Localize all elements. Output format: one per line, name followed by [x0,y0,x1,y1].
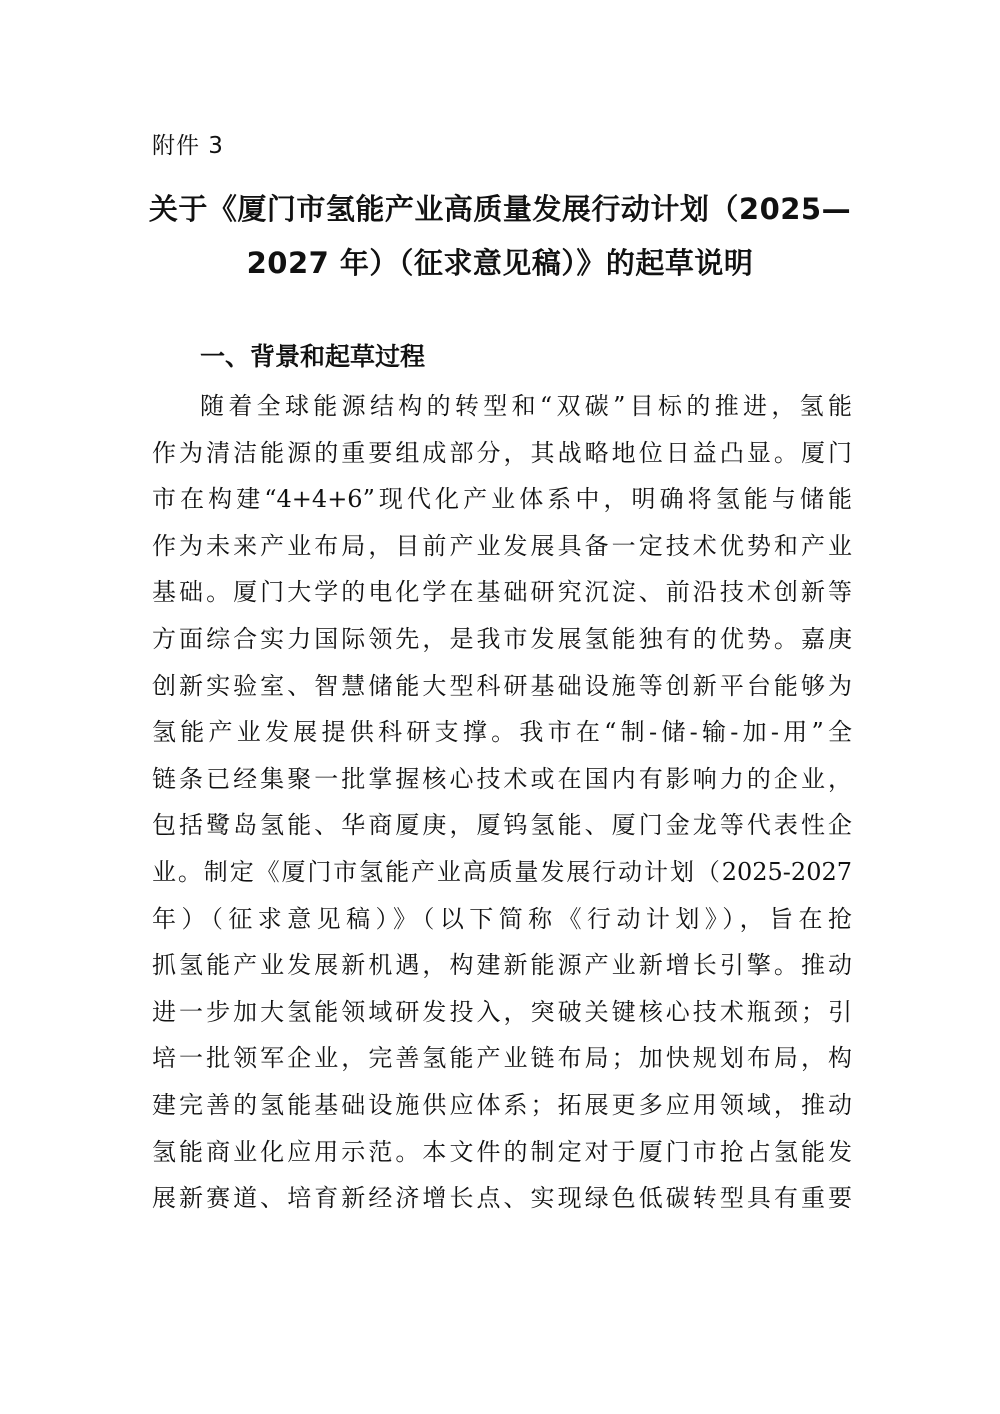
body-line: 抓氢能产业发展新机遇，构建新能源产业新增长引擎。推动 [152,951,852,980]
body-line: 作为未来产业布局，目前产业发展具备一定技术优势和产业 [152,531,852,560]
document-title [140,182,860,290]
body-line: 展新赛道、培育新经济增长点、实现绿色低碳转型具有重要 [152,1184,852,1213]
body-paragraph [152,383,852,1222]
document-title-line-2: 2027 年）（征求意见稿）》的起草说明 [246,246,754,280]
body-line: 随着全球能源结构的转型和“双碳”目标的推进，氢能 [200,392,852,420]
attachment-label: 附件 3 [152,133,224,159]
body-line: 业。制定《厦门市氢能产业高质量发展行动计划（2025-2027 [152,857,852,886]
document-title-line-1: 关于《厦门市氢能产业高质量发展行动计划（2025— [148,192,852,226]
body-line: 基础。厦门大学的电化学在基础研究沉淀、前沿技术创新等 [152,578,852,607]
section-heading: 一、背景和起草过程 [200,342,426,371]
body-line: 培一批领军企业，完善氢能产业链布局；加快规划布局，构 [152,1044,852,1073]
body-line: 包括鹭岛氢能、华商厦庚，厦钨氢能、厦门金龙等代表性企 [152,811,852,840]
body-line: 方面综合实力国际领先，是我市发展氢能独有的优势。嘉庚 [152,624,852,653]
body-line: 氢能商业化应用示范。本文件的制定对于厦门市抢占氢能发 [152,1137,852,1166]
body-line: 进一步加大氢能领域研发投入，突破关键核心技术瓶颈；引 [152,997,852,1026]
body-line: 创新实验室、智慧储能大型科研基础设施等创新平台能够为 [152,671,852,700]
body-line: 年）（征求意见稿）》（以下简称《行动计划》），旨在抢 [152,904,852,933]
body-line: 链条已经集聚一批掌握核心技术或在国内有影响力的企业， [152,764,852,793]
body-line: 市在构建“4+4+6”现代化产业体系中，明确将氢能与储能 [152,485,852,514]
body-line: 氢能产业发展提供科研支撑。我市在“制-储-输-加-用”全 [152,718,852,747]
body-line: 建完善的氢能基础设施供应体系；拓展更多应用领域，推动 [152,1090,852,1119]
body-line: 作为清洁能源的重要组成部分，其战略地位日益凸显。厦门 [152,438,852,467]
